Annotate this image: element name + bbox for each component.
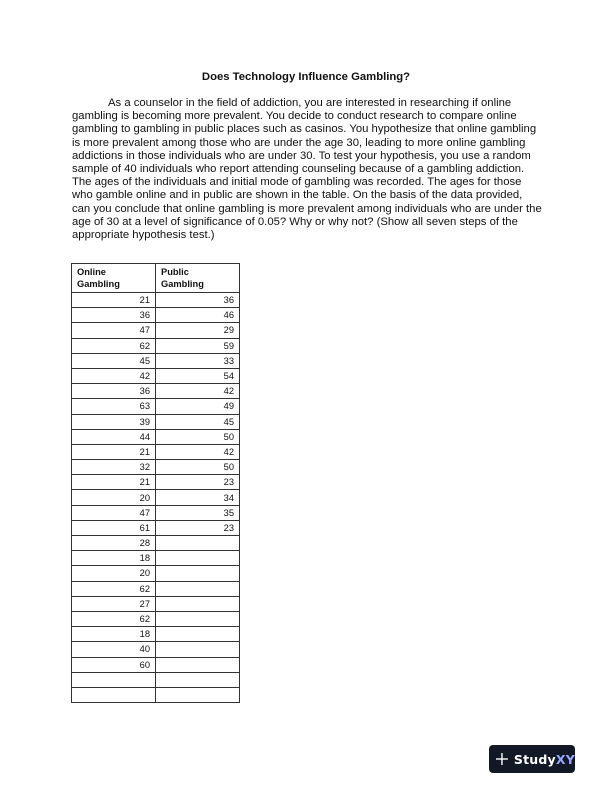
table-row bbox=[72, 642, 240, 657]
online-age-cell: 39 bbox=[72, 414, 156, 429]
public-age-cell: 33 bbox=[156, 353, 240, 368]
table-row bbox=[72, 414, 240, 429]
public-age-cell: 46 bbox=[156, 308, 240, 323]
table-row bbox=[72, 444, 240, 459]
public-age-cell bbox=[156, 687, 240, 702]
online-age-cell: 40 bbox=[72, 642, 156, 657]
public-age-cell: 34 bbox=[156, 490, 240, 505]
online-age-cell: 21 bbox=[72, 293, 156, 308]
table-row bbox=[72, 596, 240, 611]
problem-paragraph: As a counselor in the field of addiction, you are interested in researching if online gambling is becoming more prevalent. You decide to conduct research to compare online gambling to gambling in public places such as casinos. You hypothesize that online gambling is more prevalent among those who are under the age 30, leading to more online gambling addictions in those individuals who are under 30. To test your hypothesis, you use a random sample of 40 individuals who report attending counseling because of a gambling addiction. The ages of the individuals and initial mode of gambling was recorded. The ages for those who gamble online and in public are shown in the table. On the basis of the data provided, can you conclude that online gambling is more prevalent among individuals who are under the age of 30 at a level of significance of 0.05? Why or why not? (Show all seven steps of the appropriate hypothesis test.) bbox=[72, 97, 542, 242]
public-age-cell bbox=[156, 581, 240, 596]
logo-text-accent: XY bbox=[555, 751, 575, 767]
online-age-cell bbox=[72, 687, 156, 702]
online-age-cell: 44 bbox=[72, 429, 156, 444]
public-age-cell: 42 bbox=[156, 384, 240, 399]
studyxy-logo bbox=[489, 745, 575, 773]
online-age-cell: 18 bbox=[72, 551, 156, 566]
online-age-cell: 28 bbox=[72, 536, 156, 551]
online-age-cell: 62 bbox=[72, 611, 156, 626]
table-row bbox=[72, 399, 240, 414]
table-row bbox=[72, 551, 240, 566]
table-row bbox=[72, 520, 240, 535]
public-age-cell bbox=[156, 596, 240, 611]
public-age-cell bbox=[156, 642, 240, 657]
table-row bbox=[72, 323, 240, 338]
online-age-cell: 63 bbox=[72, 399, 156, 414]
online-age-cell: 62 bbox=[72, 338, 156, 353]
online-age-cell: 61 bbox=[72, 520, 156, 535]
table-row bbox=[72, 429, 240, 444]
public-age-cell: 50 bbox=[156, 460, 240, 475]
table-row bbox=[72, 687, 240, 702]
public-age-cell bbox=[156, 672, 240, 687]
document-title: Does Technology Influence Gambling? bbox=[201, 71, 411, 83]
table-row bbox=[72, 490, 240, 505]
logo-text-main: Study bbox=[513, 751, 556, 767]
table-row bbox=[72, 338, 240, 353]
ages-table bbox=[71, 263, 240, 703]
public-age-cell: 45 bbox=[156, 414, 240, 429]
online-age-cell: 60 bbox=[72, 657, 156, 672]
public-age-cell: 59 bbox=[156, 338, 240, 353]
public-age-cell: 23 bbox=[156, 475, 240, 490]
table-row bbox=[72, 460, 240, 475]
logo-text bbox=[514, 752, 575, 767]
table-row bbox=[72, 293, 240, 308]
online-age-cell: 45 bbox=[72, 353, 156, 368]
public-age-cell bbox=[156, 551, 240, 566]
table-row bbox=[72, 368, 240, 383]
table-row bbox=[72, 384, 240, 399]
plus-icon bbox=[496, 753, 508, 765]
online-age-cell: 62 bbox=[72, 581, 156, 596]
public-age-cell bbox=[156, 611, 240, 626]
table-row bbox=[72, 672, 240, 687]
online-age-cell: 42 bbox=[72, 368, 156, 383]
public-age-cell: 42 bbox=[156, 444, 240, 459]
table-row bbox=[72, 657, 240, 672]
online-age-cell: 20 bbox=[72, 490, 156, 505]
table-row bbox=[72, 536, 240, 551]
public-age-cell: 36 bbox=[156, 293, 240, 308]
table-row bbox=[72, 627, 240, 642]
public-age-cell: 54 bbox=[156, 368, 240, 383]
public-age-cell: 29 bbox=[156, 323, 240, 338]
public-age-cell: 23 bbox=[156, 520, 240, 535]
online-age-cell: 32 bbox=[72, 460, 156, 475]
public-age-cell bbox=[156, 536, 240, 551]
online-age-cell: 18 bbox=[72, 627, 156, 642]
public-age-cell: 50 bbox=[156, 429, 240, 444]
table-row bbox=[72, 566, 240, 581]
public-age-cell: 35 bbox=[156, 505, 240, 520]
online-age-cell: 21 bbox=[72, 444, 156, 459]
public-age-cell bbox=[156, 627, 240, 642]
online-age-cell: 47 bbox=[72, 505, 156, 520]
online-age-cell: 36 bbox=[72, 308, 156, 323]
online-age-cell: 20 bbox=[72, 566, 156, 581]
online-age-cell: 27 bbox=[72, 596, 156, 611]
table-row bbox=[72, 475, 240, 490]
table-row bbox=[72, 611, 240, 626]
public-gambling-header: Public Gambling bbox=[156, 264, 240, 293]
table-row bbox=[72, 308, 240, 323]
public-age-cell bbox=[156, 657, 240, 672]
table-row bbox=[72, 581, 240, 596]
online-age-cell: 36 bbox=[72, 384, 156, 399]
online-age-cell: 47 bbox=[72, 323, 156, 338]
public-age-cell bbox=[156, 566, 240, 581]
online-age-cell: 21 bbox=[72, 475, 156, 490]
public-age-cell: 49 bbox=[156, 399, 240, 414]
table-row bbox=[72, 505, 240, 520]
table-header-row bbox=[72, 264, 240, 293]
table-row bbox=[72, 353, 240, 368]
online-gambling-header: Online Gambling bbox=[72, 264, 156, 293]
online-age-cell bbox=[72, 672, 156, 687]
